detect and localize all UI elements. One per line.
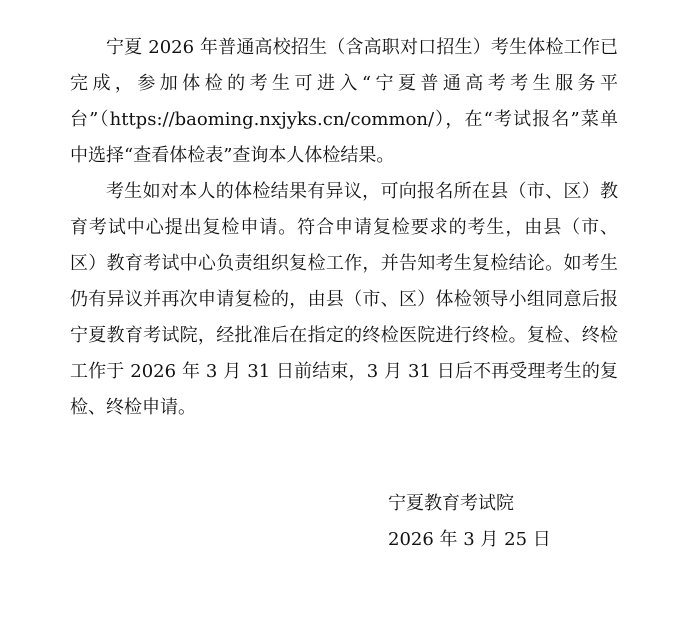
notice-body: [70, 30, 618, 426]
issue-date: 2026 年 3 月 25 日: [388, 529, 551, 550]
issuer-name: 宁夏教育考试院: [388, 493, 514, 514]
paragraph-recheck-procedure: 考生如对本人的体检结果有异议，可向报名所在县（市、区）教育考试中心提出复检申请。符合申请复检要求的考生，由县（市、区）教育考试中心负责组织复检工作，并告知考生复检结论。如考生仍有异议并再次申请复检的，由县（市、区）体检领导小组同意后报宁夏教育考试院，经批准后在指定的终检医院进行终检。复检、终检工作于 2026 年 3 月 31 日前结束，3 月 31 日后不再受理考生的复检、终检申请。: [70, 181, 618, 418]
paragraph-results-available: 宁夏 2026 年普通高校招生（含高职对口招生）考生体检工作已完成，参加体检的考生可进入“宁夏普通高考考生服务平台”（https://baoming.nxjyks.cn/common/），在“考试报名”菜单中选择“查看体检表”查询本人体检结果。: [70, 37, 618, 166]
signature-block: [388, 486, 551, 558]
